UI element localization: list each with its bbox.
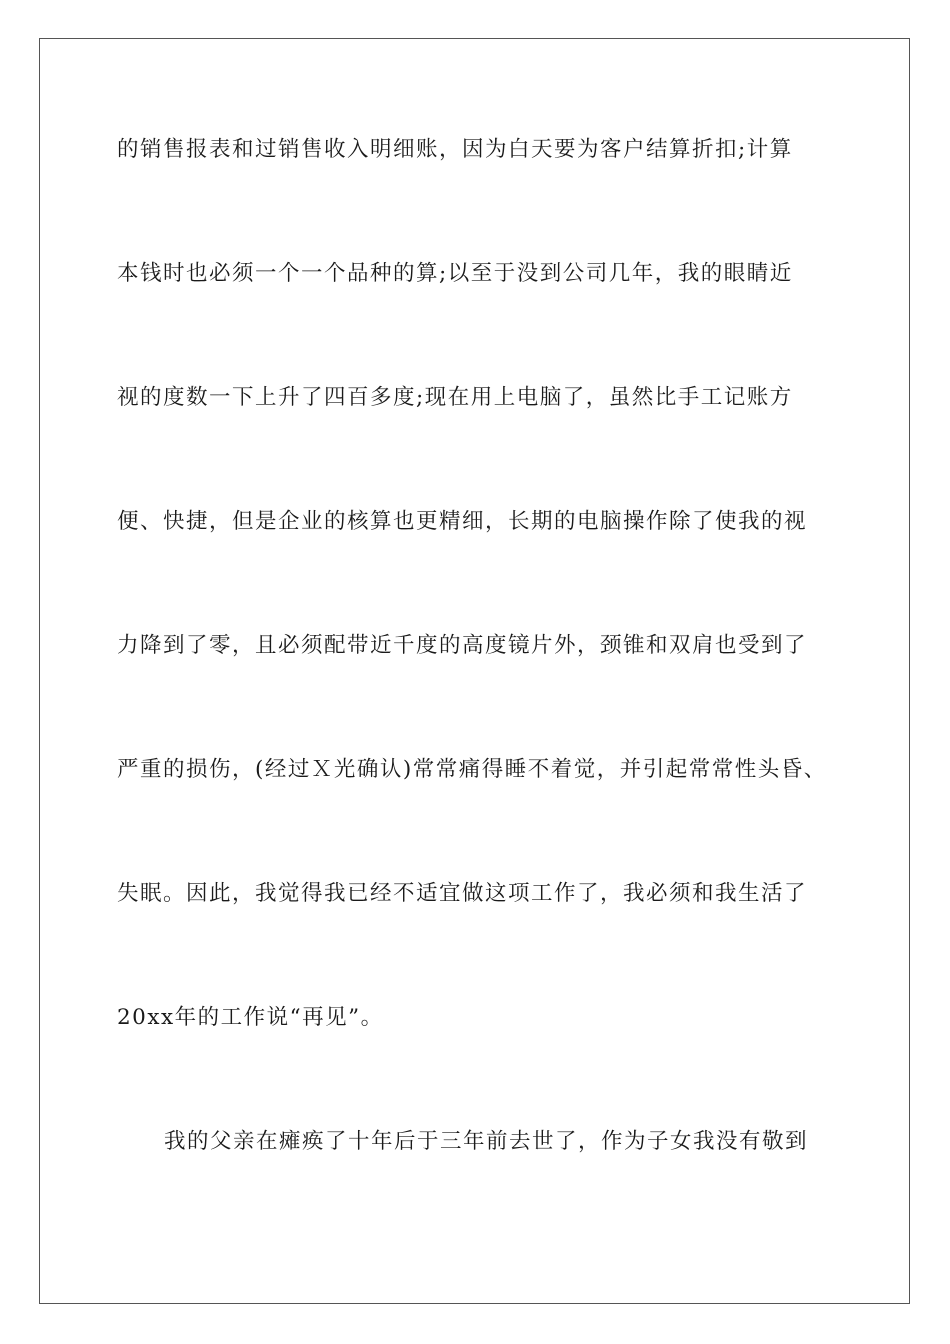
text-line-8: 20xx年的工作说“再见”。 xyxy=(117,1005,384,1030)
text-line-6: 严重的损伤，(经过Ｘ光确认)常常痛得睡不着觉，并引起常常性头昏、 xyxy=(117,757,827,782)
text-line-9-paragraph-start: 我的父亲在瘫痪了十年后于三年前去世了，作为子女我没有敬到 xyxy=(164,1129,809,1154)
text-line-3: 视的度数一下上升了四百多度;现在用上电脑了，虽然比手工记账方 xyxy=(117,385,793,410)
text-line-4: 便、快捷，但是企业的核算也更精细，长期的电脑操作除了使我的视 xyxy=(117,509,808,534)
text-line-2: 本钱时也必须一个一个品种的算;以至于没到公司几年，我的眼睛近 xyxy=(117,261,793,286)
text-line-5: 力降到了零，且必须配带近千度的高度镜片外，颈锥和双肩也受到了 xyxy=(117,633,808,658)
text-line-7: 失眠。因此，我觉得我已经不适宜做这项工作了，我必须和我生活了 xyxy=(117,881,808,906)
page-border xyxy=(39,38,910,1304)
text-line-1: 的销售报表和过销售收入明细账，因为白天要为客户结算折扣;计算 xyxy=(117,137,793,162)
